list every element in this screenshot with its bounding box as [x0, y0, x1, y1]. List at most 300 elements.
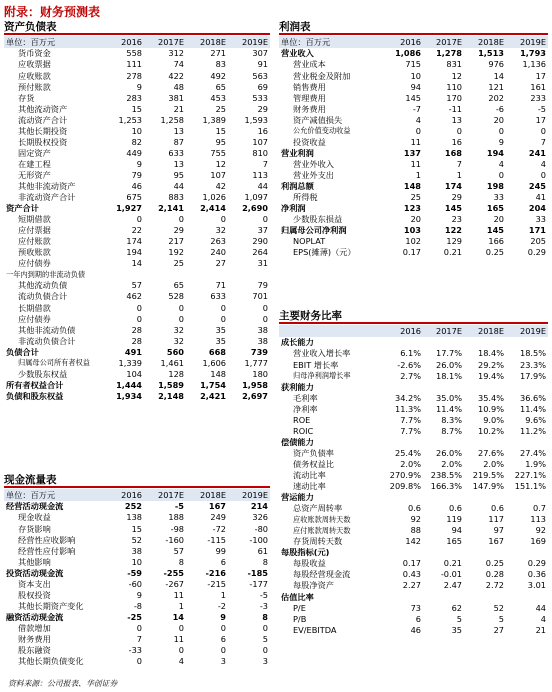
- row-label: EPS(摊薄)（元）: [293, 247, 356, 258]
- income-statement-rule: [279, 33, 548, 35]
- row-label: 营业税金及附加: [293, 70, 351, 81]
- cell-y2018e: 0: [220, 302, 226, 313]
- cell-y2019e: [506, 436, 548, 447]
- cell-y2018e: 453: [210, 92, 226, 103]
- row-label: 应付票据: [18, 225, 51, 236]
- cell-y2017e: 5: [456, 613, 462, 624]
- cell-y2016: 1,086: [395, 48, 421, 59]
- cell-y2018e: 65: [215, 81, 226, 92]
- row-label: 资产减值损失: [293, 114, 343, 125]
- cell-y2019e: 1,097: [244, 192, 268, 203]
- row-label: 现金收益: [18, 512, 51, 523]
- category-row: [279, 547, 548, 558]
- cell-y2019e: 7: [540, 136, 546, 147]
- row-label: 每股经营现金流: [293, 569, 351, 580]
- cell-y2018e: 1,754: [200, 379, 226, 390]
- cell-y2017e: 95: [173, 169, 184, 180]
- cell-y2017e: 128: [168, 368, 184, 379]
- row-label: 在建工程: [18, 158, 51, 169]
- income-statement-title: 利润表: [279, 21, 311, 33]
- row-label: 其他流动资产: [18, 103, 68, 114]
- cell-y2019e: 36.6%: [519, 392, 546, 403]
- row-label: 应收账款: [18, 70, 51, 81]
- cell-y2018e: 27: [493, 624, 504, 635]
- cell-y2019e: 0: [262, 214, 268, 225]
- cell-y2018e: 9: [498, 136, 504, 147]
- cell-y2017e: 65: [173, 280, 184, 291]
- cell-y2016: 252: [124, 501, 142, 512]
- cell-y2018e: 2,421: [200, 390, 226, 401]
- cell-y2017e: 62: [451, 602, 462, 613]
- cell-y2017e: 0.21: [443, 558, 462, 569]
- cell-y2016: -25: [127, 611, 142, 622]
- source-note: 资料来源：公司报表、华创证券: [8, 679, 118, 688]
- cell-y2017e: 87: [173, 136, 184, 147]
- cell-y2017e: -0.01: [440, 569, 462, 580]
- row-label: 应付债券: [18, 258, 51, 269]
- cell-y2017e: 1: [178, 600, 184, 611]
- row-label: 存货影响: [18, 523, 51, 534]
- cell-y2019e: 107: [252, 136, 268, 147]
- table-row: [279, 580, 548, 591]
- cell-y2018e: -215: [207, 578, 226, 589]
- cell-y2017e: 94: [451, 525, 462, 536]
- row-label: 流动比率: [293, 469, 326, 480]
- cell-y2016: 11: [410, 158, 421, 169]
- cell-y2019e: 1,793: [520, 48, 546, 59]
- cell-y2019e: 739: [250, 346, 268, 357]
- cell-y2017e: 35: [451, 624, 462, 635]
- table-row: [4, 81, 270, 92]
- row-label: 归属母公司所有者权益: [18, 358, 90, 368]
- row-label: NOPLAT: [293, 236, 326, 247]
- cell-y2019e: 113: [252, 169, 268, 180]
- cell-y2019e: 0: [262, 313, 268, 324]
- table-row: [4, 158, 270, 169]
- row-label: 其他长期资产变化: [18, 600, 84, 611]
- cell-y2017e: -98: [170, 523, 184, 534]
- cell-y2017e: 166.3%: [430, 481, 462, 492]
- table-row: [4, 656, 270, 667]
- table-row: [279, 92, 548, 103]
- cell-y2018e: 29.2%: [477, 359, 504, 370]
- cell-y2019e: 18.5%: [519, 348, 546, 359]
- header-cell-y2016: 2016: [104, 489, 144, 501]
- header-cell-y2019e: 2019E: [228, 489, 270, 501]
- cell-y2017e: [144, 269, 186, 280]
- cell-y2017e: 633: [168, 147, 184, 158]
- row-label: 固定资产: [18, 147, 51, 158]
- table-row: [279, 414, 548, 425]
- table-row: [279, 481, 548, 492]
- cell-y2017e: 170: [446, 92, 462, 103]
- cash-flow-rule: [4, 486, 270, 488]
- row-label: 其他非流动负债: [18, 324, 76, 335]
- table-row: [279, 447, 548, 458]
- row-label: 债务权益比: [293, 458, 334, 469]
- cell-y2017e: 2.47: [443, 580, 462, 591]
- cell-y2018e: -6: [495, 103, 504, 114]
- cell-y2018e: -2: [217, 600, 226, 611]
- cell-y2017e: 2,148: [158, 390, 184, 401]
- cell-y2017e: 16: [451, 136, 462, 147]
- cell-y2016: 14: [131, 258, 142, 269]
- table-row: [279, 59, 548, 70]
- table-row: [279, 525, 548, 536]
- cell-y2017e: 18.1%: [435, 370, 462, 381]
- cell-y2017e: 57: [173, 545, 184, 556]
- cell-y2017e: 11: [173, 589, 184, 600]
- row-label: 资产负债率: [293, 447, 334, 458]
- row-label: 净利润: [281, 203, 306, 214]
- cell-y2016: 558: [126, 48, 142, 59]
- table-row: [279, 403, 548, 414]
- cell-y2017e: [423, 492, 464, 503]
- cell-y2018e: 95: [215, 136, 226, 147]
- table-row: [4, 48, 270, 59]
- cell-y2016: [383, 547, 423, 558]
- row-label: 应付债券: [18, 313, 51, 324]
- row-label: 货币资金: [18, 48, 51, 59]
- cell-y2018e: 2.0%: [483, 458, 504, 469]
- table-row: [279, 114, 548, 125]
- header-cell-y2019e: 2019E: [506, 36, 548, 48]
- cell-y2018e: 492: [210, 70, 226, 81]
- table-row: [4, 103, 270, 114]
- cell-y2018e: 166: [488, 236, 504, 247]
- cell-y2017e: 883: [168, 192, 184, 203]
- cell-y2016: 0.43: [402, 569, 421, 580]
- cell-y2019e: 0.36: [527, 569, 546, 580]
- cell-y2018e: 263: [210, 236, 226, 247]
- cell-y2017e: 74: [173, 59, 184, 70]
- cell-y2017e: 44: [173, 180, 184, 191]
- cell-y2016: 145: [405, 92, 421, 103]
- cell-y2019e: 1,777: [244, 357, 268, 368]
- table-row: [279, 247, 548, 258]
- cell-y2016: 9: [136, 158, 142, 169]
- table-row: [4, 357, 270, 368]
- cell-y2019e: 38: [257, 335, 268, 346]
- header-row: [4, 36, 270, 48]
- cell-y2019e: 17: [535, 70, 546, 81]
- row-label: 营业成本: [293, 59, 326, 70]
- table-row: [279, 236, 548, 247]
- cell-y2018e: 10.9%: [477, 403, 504, 414]
- cell-y2017e: -255: [163, 567, 184, 578]
- cell-y2016: 148: [403, 180, 421, 191]
- table-row: [4, 556, 270, 567]
- row-label: 总资产周转率: [293, 503, 343, 514]
- cell-y2016: -7: [412, 103, 421, 114]
- cell-y2019e: 3.01: [527, 580, 546, 591]
- cell-y2018e: [464, 381, 506, 392]
- cell-y2016: 2.7%: [400, 370, 421, 381]
- table-row: [4, 203, 270, 214]
- table-row: [4, 390, 270, 401]
- cell-y2016: 0.6: [407, 503, 421, 514]
- cell-y2016: 34.2%: [394, 392, 421, 403]
- row-label: 长期借款: [18, 302, 51, 313]
- cell-y2016: 82: [131, 136, 142, 147]
- cell-y2019e: [506, 547, 548, 558]
- table-row: [279, 392, 548, 403]
- cell-y2016: 6: [415, 613, 421, 624]
- table-row: [4, 236, 270, 247]
- cell-y2019e: 7: [262, 158, 268, 169]
- row-label: 毛利率: [293, 392, 318, 403]
- cell-y2019e: 227.1%: [514, 469, 546, 480]
- row-label: 营业收入增长率: [293, 348, 351, 359]
- cell-y2019e: 33: [535, 214, 546, 225]
- cell-y2016: 10: [410, 70, 421, 81]
- table-row: [4, 170, 270, 181]
- cell-y2019e: 17.9%: [519, 370, 546, 381]
- table-row: [4, 225, 270, 236]
- table-row: [4, 125, 270, 136]
- cell-y2017e: 168: [444, 147, 462, 158]
- cell-y2016: -8: [133, 600, 142, 611]
- cell-y2016: 15: [131, 523, 142, 534]
- table-row: [4, 523, 270, 534]
- row-label: ROIC: [293, 425, 314, 436]
- cell-y2017e: 48: [173, 81, 184, 92]
- cell-y2018e: 18.4%: [477, 348, 504, 359]
- cell-y2017e: 11: [173, 633, 184, 644]
- cell-y2019e: 2,690: [242, 203, 268, 214]
- row-label: 销售费用: [293, 81, 326, 92]
- cell-y2016: 28: [131, 324, 142, 335]
- cell-y2016: 10: [131, 556, 142, 567]
- table-row: [4, 346, 270, 357]
- cell-y2018e: 2.72: [485, 580, 504, 591]
- cell-y2017e: 0.6: [448, 503, 462, 514]
- cell-y2018e: 6: [220, 633, 226, 644]
- cell-y2018e: 42: [215, 180, 226, 191]
- cell-y2016: 2.0%: [400, 458, 421, 469]
- cell-y2018e: [464, 547, 506, 558]
- cell-y2017e: -5: [174, 501, 184, 512]
- row-label: 负债合计: [6, 346, 39, 357]
- cell-y2018e: 0: [498, 169, 504, 180]
- cell-y2017e: 1,278: [436, 48, 462, 59]
- row-label: 速动比率: [293, 481, 326, 492]
- row-label: 应收票据: [18, 59, 51, 70]
- cell-y2016: 102: [405, 236, 421, 247]
- row-label: 负债和股东权益: [6, 390, 64, 401]
- cell-y2019e: [506, 381, 548, 392]
- cell-y2016: 9: [136, 81, 142, 92]
- cell-y2019e: 1,958: [242, 379, 268, 390]
- header-cell-y2017e: 2017E: [423, 36, 464, 48]
- cell-y2017e: 21: [173, 103, 184, 114]
- cell-y2017e: 8.3%: [441, 414, 462, 425]
- table-row: [279, 470, 548, 481]
- row-label: EBIT 增长率: [293, 359, 339, 370]
- cell-y2018e: 148: [210, 368, 226, 379]
- cell-y2017e: 0: [178, 622, 184, 633]
- cell-y2019e: -177: [249, 578, 268, 589]
- cell-y2019e: [506, 591, 548, 602]
- cell-y2016: 270.9%: [389, 469, 421, 480]
- cell-y2017e: 13: [173, 125, 184, 136]
- table-row: [4, 545, 270, 556]
- table-row: [279, 48, 548, 59]
- row-label: 财务费用: [18, 633, 51, 644]
- cell-y2018e: 1: [220, 589, 226, 600]
- cell-y2018e: [464, 436, 506, 447]
- row-label: 预收账款: [18, 247, 51, 258]
- table-row: [279, 569, 548, 580]
- header-cell-y2017e: 2017E: [144, 36, 186, 48]
- row-label: 长期股权投资: [18, 136, 68, 147]
- row-label: 归母净利润增长率: [293, 371, 351, 381]
- cell-y2017e: 26.0%: [435, 447, 462, 458]
- cell-y2018e: 1,606: [202, 357, 226, 368]
- table-row: [279, 103, 548, 114]
- row-label: ROE: [293, 414, 311, 425]
- cell-y2018e: 9.0%: [483, 414, 504, 425]
- cell-y2018e: 633: [210, 291, 226, 302]
- table-row: [279, 214, 548, 225]
- table-row: [279, 359, 548, 370]
- cell-y2018e: 32: [215, 225, 226, 236]
- cell-y2019e: 307: [252, 48, 268, 59]
- cell-y2018e: 219.5%: [472, 469, 504, 480]
- cell-y2018e: [464, 492, 506, 503]
- cell-y2019e: 171: [528, 225, 546, 236]
- cell-y2017e: 7: [456, 158, 462, 169]
- cell-y2018e: 97: [493, 525, 504, 536]
- cell-y2016: 103: [403, 225, 421, 236]
- cell-y2017e: 165: [446, 536, 462, 547]
- row-label: 投资收益: [293, 136, 326, 147]
- cell-y2019e: 0.7: [532, 503, 546, 514]
- cell-y2016: 0.17: [402, 247, 421, 258]
- cell-y2016: -60: [128, 578, 142, 589]
- cell-y2016: 22: [131, 225, 142, 236]
- cell-y2019e: 61: [257, 545, 268, 556]
- cell-y2018e: 0.28: [485, 569, 504, 580]
- cell-y2019e: 2,697: [242, 390, 268, 401]
- cell-y2017e: 17.7%: [435, 348, 462, 359]
- cell-y2018e: 668: [208, 346, 226, 357]
- cell-y2016: 52: [131, 534, 142, 545]
- row-label: 营业外支出: [293, 169, 334, 180]
- cell-y2019e: 44: [535, 602, 546, 613]
- cell-y2019e: 11.4%: [519, 403, 546, 414]
- cell-y2017e: -11: [448, 103, 462, 114]
- cell-y2019e: 31: [257, 258, 268, 269]
- cell-y2019e: 290: [252, 236, 268, 247]
- table-row: [4, 302, 270, 313]
- ratios-title: 主要财务比率: [279, 310, 342, 322]
- cell-y2016: 1,339: [118, 357, 142, 368]
- cell-y2016: 7.7%: [400, 425, 421, 436]
- cell-y2019e: [228, 269, 270, 280]
- row-label: 公允价值变动收益: [293, 126, 351, 136]
- cell-y2018e: 9: [220, 611, 226, 622]
- cell-y2019e: 11.2%: [519, 425, 546, 436]
- cell-y2017e: [423, 547, 464, 558]
- cell-y2018e: 35.4%: [477, 392, 504, 403]
- cell-y2019e: 92: [535, 525, 546, 536]
- cell-y2018e: 35: [215, 335, 226, 346]
- cell-y2018e: 117: [488, 514, 504, 525]
- cell-y2017e: 4: [178, 656, 184, 667]
- cell-y2016: 283: [126, 92, 142, 103]
- table-row: [279, 514, 548, 525]
- header-cell-y2018e: 2018E: [464, 36, 506, 48]
- cell-y2016: [383, 492, 423, 503]
- cell-y2019e: 1,136: [522, 59, 546, 70]
- cell-y2017e: [423, 381, 464, 392]
- table-row: [4, 313, 270, 324]
- cell-y2016: 46: [410, 624, 421, 635]
- cell-y2016: 20: [410, 214, 421, 225]
- row-label: 短期借款: [18, 214, 51, 225]
- cell-y2017e: 0: [178, 313, 184, 324]
- row-label: 营运能力: [281, 492, 314, 503]
- cell-y2016: 25.4%: [394, 447, 421, 458]
- cell-y2018e: 6: [220, 556, 226, 567]
- cell-y2019e: 38: [257, 324, 268, 335]
- row-label: 其他长期投资: [18, 125, 68, 136]
- cell-y2018e: 5: [498, 613, 504, 624]
- cell-y2017e: 23: [451, 214, 462, 225]
- cell-y2019e: 151.1%: [514, 481, 546, 492]
- cell-y2016: 462: [126, 291, 142, 302]
- cell-y2016: 9: [136, 589, 142, 600]
- cell-y2019e: -3: [259, 600, 268, 611]
- row-label: P/B: [293, 613, 307, 624]
- cell-y2019e: 29: [257, 103, 268, 114]
- cell-y2017e: 0: [178, 645, 184, 656]
- table-row: [4, 70, 270, 81]
- cell-y2016: 6.1%: [400, 348, 421, 359]
- table-row: [4, 611, 270, 622]
- cell-y2018e: 0.25: [485, 558, 504, 569]
- cell-y2016: 138: [126, 512, 142, 523]
- cell-y2019e: 810: [252, 147, 268, 158]
- cell-y2018e: 1,026: [202, 192, 226, 203]
- cell-y2017e: 0.21: [443, 247, 462, 258]
- cell-y2017e: 0: [178, 302, 184, 313]
- cell-y2016: [383, 381, 423, 392]
- row-label: 少数股东权益: [18, 368, 68, 379]
- balance-sheet-title: 资产负债表: [4, 21, 57, 33]
- header-row: [279, 36, 548, 48]
- table-row: [4, 324, 270, 335]
- cell-y2019e: 3: [262, 656, 268, 667]
- table-row: [279, 125, 548, 136]
- row-label: 偿债能力: [281, 436, 314, 447]
- cell-y2017e: 1,461: [160, 357, 184, 368]
- row-label: 一年内到期的非流动负债: [6, 269, 86, 279]
- header-cell-y2016: 2016: [104, 36, 144, 48]
- row-label: 资产合计: [6, 203, 39, 214]
- cell-y2017e: 831: [446, 59, 462, 70]
- balance-sheet-table: [4, 36, 270, 402]
- cell-y2019e: 21: [535, 624, 546, 635]
- cell-y2017e: 2.0%: [441, 458, 462, 469]
- cell-y2017e: [423, 436, 464, 447]
- cell-y2018e: 165: [486, 203, 504, 214]
- cell-y2018e: 271: [210, 48, 226, 59]
- cell-y2018e: 167: [488, 536, 504, 547]
- cell-y2017e: 11.4%: [435, 403, 462, 414]
- header-cell-y2018e: 2018E: [464, 325, 506, 337]
